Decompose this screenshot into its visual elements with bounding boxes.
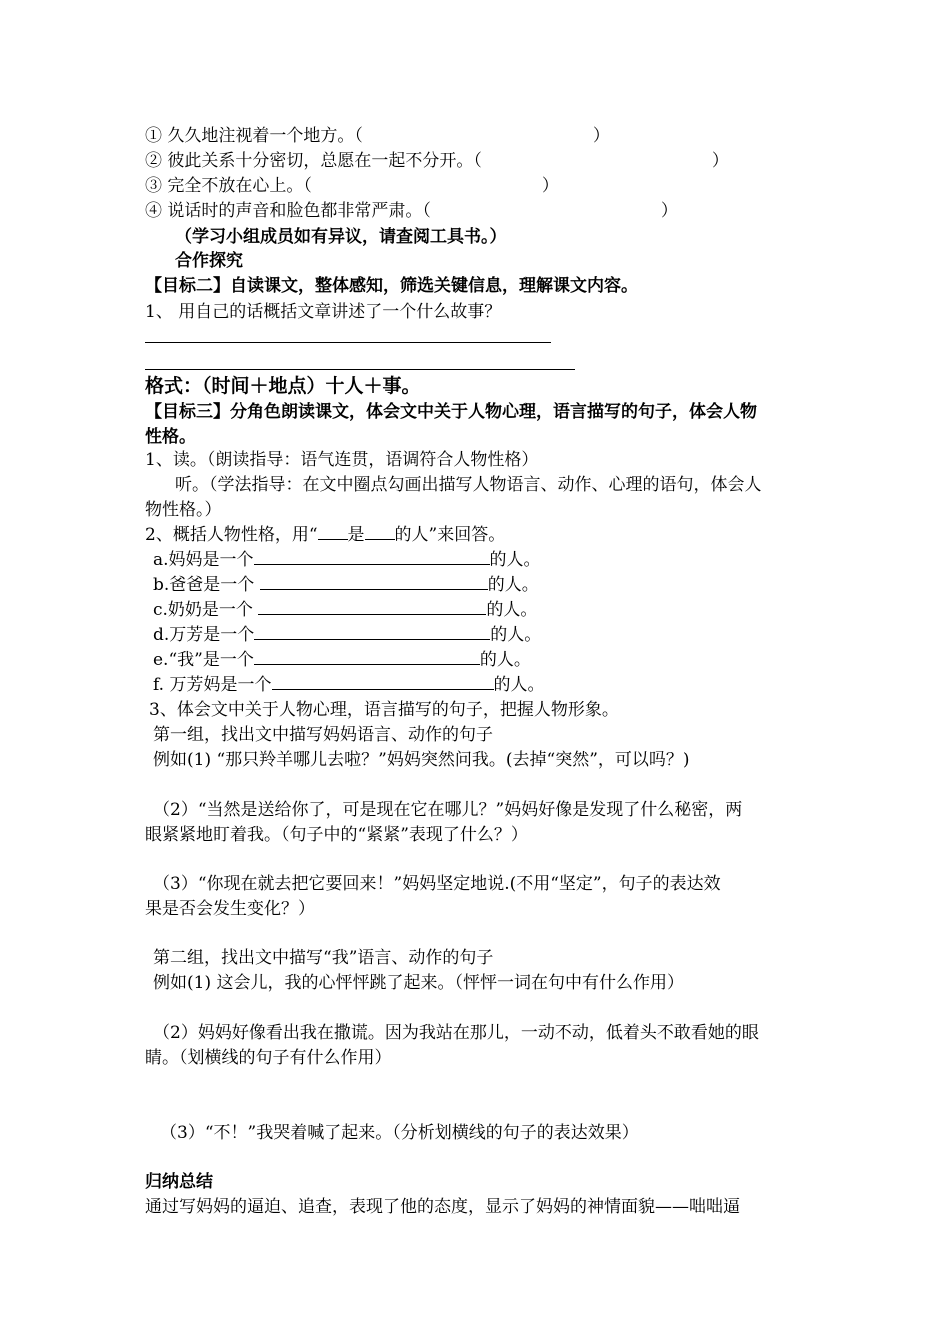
lookup-note: （学习小组成员如有异议，请查阅工具书。）: [175, 227, 507, 247]
blank[interactable]: [258, 598, 486, 615]
vocab-item-1: ① 久久地注视着一个地方。（ ）: [145, 126, 610, 146]
group-one-example-2: （2）“当然是送给你了，可是现在它在哪儿？”妈妈好像是发现了什么秘密，两: [153, 800, 743, 820]
listening-guide: 听。（学法指导：在文中圈点勾画出描写人物语言、动作、心理的语句，体会人: [175, 475, 762, 495]
group-one-example-1: 例如(1) “那只羚羊哪儿去啦？”妈妈突然问我。(去掉“突然”，可以吗？): [153, 750, 690, 770]
blank[interactable]: [254, 648, 480, 665]
blank[interactable]: [318, 523, 348, 540]
group-two-example-2: （2）妈妈好像看出我在撒谎。因为我站在那儿，一动不动，低着头不敢看她的眼: [153, 1023, 759, 1043]
question-2: 2、概括人物性格，用“ 是 的人”来回答。: [145, 525, 506, 545]
group-two-heading: 第二组，找出文中描写“我”语言、动作的句子: [153, 948, 494, 968]
trait-item-b: b.爸爸是一个 的人。: [153, 575, 539, 595]
vocab-item-4: ④ 说话时的声音和脸色都非常严肃。（ ）: [145, 201, 678, 221]
trait-item-f: f. 万芳妈是一个 的人。: [153, 675, 545, 695]
reading-guide: 1、读。（朗读指导：语气连贯，语调符合人物性格）: [145, 450, 539, 470]
answer-line[interactable]: [145, 369, 575, 370]
group-one-example-2-cont: 眼紧紧地盯着我。（句子中的“紧紧”表现了什么？）: [145, 825, 528, 845]
blank[interactable]: [254, 623, 490, 640]
trait-item-c: c.奶奶是一个 的人。: [153, 600, 538, 620]
section-cooperative-inquiry: 合作探究: [175, 251, 243, 271]
goal-three-heading: 【目标三】分角色朗读课文，体会文中关于人物心理，语言描写的句子，体会人物: [145, 402, 757, 422]
group-one-example-3-cont: 果是否会发生变化？）: [145, 899, 315, 919]
question-1: 1、 用自己的话概括文章讲述了一个什么故事？: [145, 302, 502, 322]
group-one-example-3: （3）“你现在就去把它要回来！”妈妈坚定地说.(不用“坚定”，句子的表达效: [153, 874, 721, 894]
listening-guide-cont: 物性格。）: [145, 500, 222, 520]
trait-item-a: a.妈妈是一个 的人。: [153, 550, 541, 570]
trait-item-e: e.“我”是一个 的人。: [153, 650, 531, 670]
vocab-item-3: ③ 完全不放在心上。（ ）: [145, 176, 559, 196]
group-two-example-1: 例如(1) 这会儿，我的心怦怦跳了起来。（怦怦一词在句中有什么作用）: [153, 973, 684, 993]
trait-item-d: d.万芳是一个 的人。: [153, 625, 542, 645]
summary-heading: 归纳总结: [145, 1172, 213, 1192]
goal-three-heading-cont: 性格。: [145, 427, 196, 447]
format-hint: 格式：（时间＋地点）十人＋事。: [145, 375, 421, 397]
blank[interactable]: [272, 673, 494, 690]
blank[interactable]: [254, 548, 490, 565]
answer-line[interactable]: [145, 342, 551, 343]
summary-text: 通过写妈妈的逼迫、追查，表现了他的态度，显示了妈妈的神情面貌——咄咄逼: [145, 1197, 740, 1217]
vocab-item-2: ② 彼此关系十分密切，总愿在一起不分开。（ ）: [145, 151, 729, 171]
goal-two-heading: 【目标二】自读课文，整体感知，筛选关键信息，理解课文内容。: [145, 276, 638, 296]
group-two-example-2-cont: 睛。（划横线的句子有什么作用）: [145, 1048, 392, 1068]
group-two-example-3: （3）“不！”我哭着喊了起来。（分析划横线的句子的表达效果）: [160, 1123, 639, 1143]
question-3: 3、体会文中关于人物心理，语言描写的句子，把握人物形象。: [149, 700, 619, 720]
group-one-heading: 第一组，找出文中描写妈妈语言、动作的句子: [153, 725, 493, 745]
blank[interactable]: [365, 523, 395, 540]
blank[interactable]: [260, 573, 488, 590]
